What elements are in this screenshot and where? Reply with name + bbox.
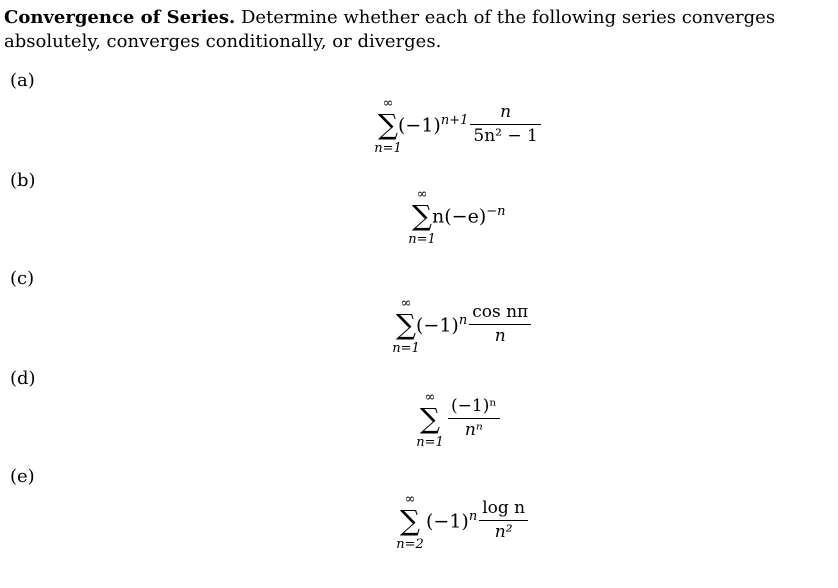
fraction: $\frac{n}{\text{5n² − 1}}$ [470,104,540,145]
problem-c-formula [392,295,531,356]
summation: ∞ ∑ n=1 [374,95,402,156]
instructions [4,6,834,54]
term: $(-1)^n$ [416,312,468,337]
instructions-text: Determine whether each of the following series converges absolutely, converges conditionally, or diverges. [4,7,776,52]
summation: ∞ ∑ n=1 [392,295,420,356]
term: $(-1)^{n+1}$ [398,112,469,137]
fraction: $\frac{\text{log n}}{\text{n²}}$ [479,500,528,541]
problem-e-label: (e) [10,466,35,487]
problem-a-label: (a) [10,70,35,91]
problem-d-formula [416,389,500,450]
problem-c-label: (c) [10,268,35,289]
problem-e-formula [396,491,528,552]
summation: ∞ ∑ n=1 [408,187,436,247]
term: $(-1)^n$ [426,508,478,533]
summation: ∞ ∑ n=1 [416,389,444,450]
fraction: $\frac{\text{cos nπ}}{n}$ [469,304,531,345]
term: $n(-e)^{-n}$ [432,204,506,228]
section-title: Convergence of Series. [4,7,236,28]
problem-b-label: (b) [10,170,36,191]
summation: ∞ ∑ n=2 [396,491,424,552]
problem-d-label: (d) [10,368,36,389]
fraction: $\frac{\text{(−1)ⁿ}}{\text{nⁿ}}$ [448,398,500,439]
problem-b-formula [408,187,506,247]
problem-a-formula [374,95,541,156]
